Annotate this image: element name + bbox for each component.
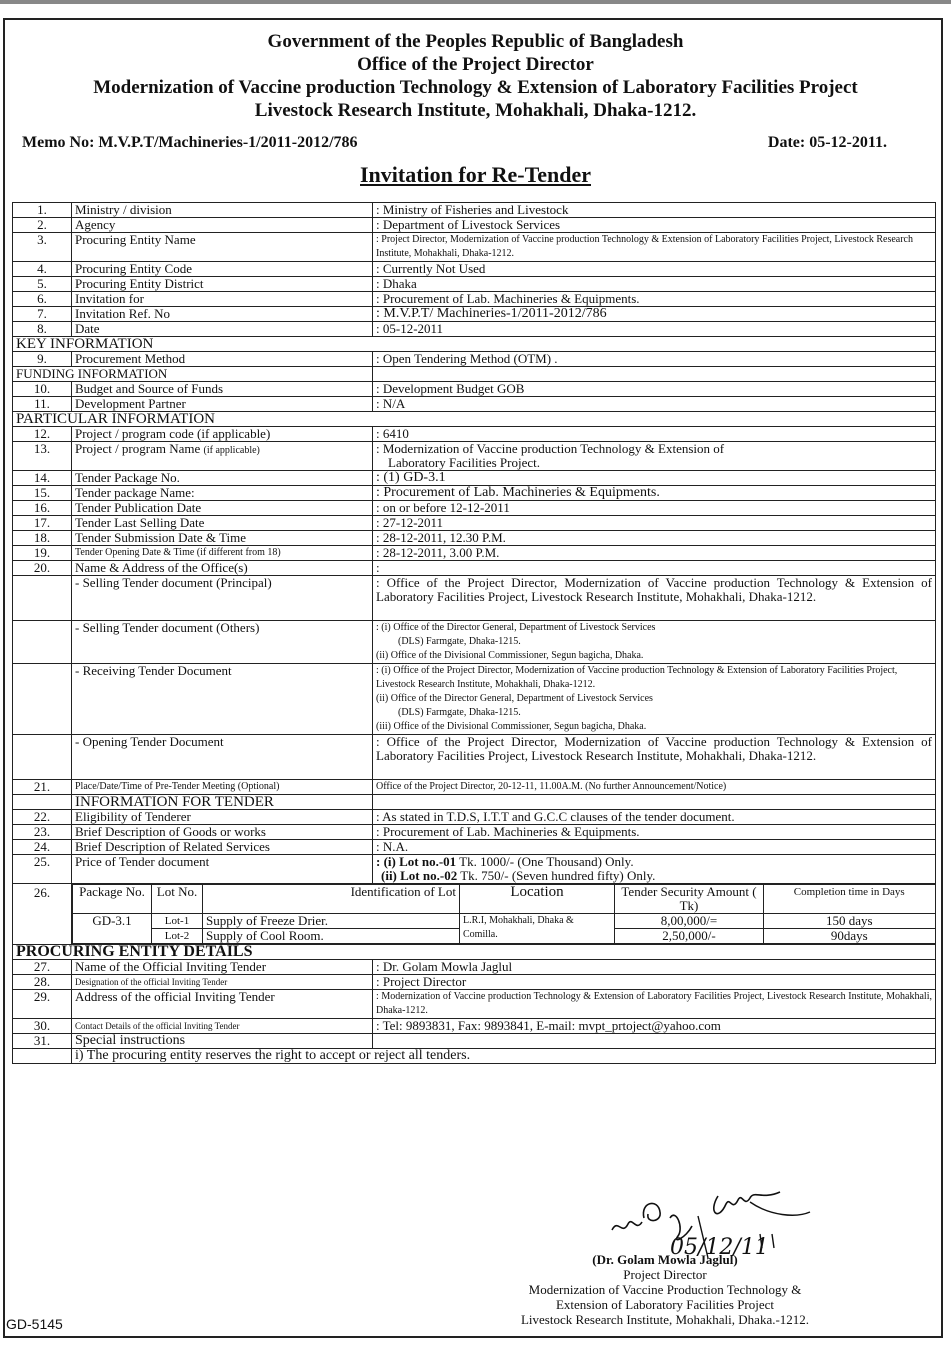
row-label: Ministry / division [72,203,373,218]
table-row [13,884,936,945]
row-value: : 28-12-2011, 12.30 P.M. [373,531,936,546]
row-value-line: (ii) Office of the Divisional Commissioner, Segun bagicha, Dhaka. [376,650,644,661]
row-label: Procurement Method [72,352,373,367]
row-number: 7. [13,307,72,322]
row-number: 9. [13,352,72,367]
table-row [13,322,936,337]
row-value: : Office of the Project Director, Modernization of Vaccine production Technology & Extension of Laboratory Facilities Project, Livestock Research Institute, Mohakhali, Dhaka-1212. [373,735,936,780]
row-number: 10. [13,382,72,397]
header-government: Government of the Peoples Republic of Bangladesh [267,31,684,52]
row-value: : 28-12-2011, 3.00 P.M. [373,546,936,561]
signatory-designation: Project Director [623,1267,707,1282]
row-value-line: (DLS) Farmgate, Dhaka-1215. [398,707,521,718]
table-row [13,292,936,307]
section-procuring-entity: PROCURING ENTITY DETAILS [13,945,936,960]
table-row [13,277,936,292]
empty-cell [373,367,936,382]
package-table [72,884,936,944]
table-row [13,531,936,546]
table-row [13,621,936,664]
row-label: Place/Date/Time of Pre-Tender Meeting (Optional) [72,780,373,795]
row-label: - Selling Tender document (Principal) [72,576,373,621]
row-label: Price of Tender document [72,855,373,884]
row-label: Procuring Entity District [72,277,373,292]
table-row [13,960,936,975]
row-value: : M.V.P.T/ Machineries-1/2011-2012/786 [373,307,936,322]
row-number: 12. [13,427,72,442]
row-value-line: (DLS) Farmgate, Dhaka-1215. [398,636,521,647]
package-table-cell [72,884,936,945]
signatory-institute: Livestock Research Institute, Mohakhali, Dhaka.-1212. [520,1312,810,1327]
table-row [13,664,936,735]
row-number: 31. [13,1034,72,1049]
empty-cell [373,795,936,810]
row-value: : Ministry of Fisheries and Livestock [373,203,936,218]
header-institute: Livestock Research Institute, Mohakhali, Dhaka-1212. [254,100,697,121]
row-value: : As stated in T.D.S, I.T.T and G.C.C clauses of the tender document. [373,810,936,825]
row-label: Agency [72,218,373,233]
lot-row [73,914,936,929]
memo-date: Date: 05-12-2011. [767,134,887,151]
table-row [13,516,936,531]
table-row [13,825,936,840]
page-title: Invitation for Re-Tender [360,162,591,187]
section-key-information: KEY INFORMATION [13,337,936,352]
lot-1-price: Tk. 1000/- (One Thousand) Only. [456,854,634,869]
table-row [13,427,936,442]
table-row [13,1019,936,1034]
header-completion: Completion time in Days [764,885,936,914]
section-heading [13,795,936,810]
row-value: : Office of the Project Director, Modernization of Vaccine production Technology & Extension of Laboratory Facilities Project, Livestock Research Institute, Mohakhali, Dhaka-1212. [373,576,936,621]
row-label-text: Project / program Name [75,441,201,456]
row-value [373,442,936,471]
section-heading [13,367,936,382]
row-label: Special instructions [72,1034,373,1049]
table-row [13,203,936,218]
table-row [13,990,936,1019]
table-row [13,546,936,561]
row-label: Procuring Entity Name [72,233,373,262]
header-identification: Identification of Lot [203,885,460,914]
table-row [13,975,936,990]
lot-identification: Supply of Freeze Drier. [203,914,460,929]
package-header-row [73,885,936,914]
table-row [13,471,936,486]
header-office: Office of the Project Director [357,54,594,75]
row-value: : Procurement of Lab. Machineries & Equipments. [373,825,936,840]
row-number: 1. [13,203,72,218]
row-label: Tender Submission Date & Time [72,531,373,546]
row-number: 13. [13,442,72,471]
table-row [13,307,936,322]
row-label: Address of the official Inviting Tender [72,990,373,1019]
empty-cell [13,621,72,664]
header-location: Location [460,885,615,914]
row-label: Invitation for [72,292,373,307]
row-label: Brief Description of Goods or works [72,825,373,840]
table-row [13,855,936,884]
lot-number: Lot-2 [152,929,203,944]
section-information-for-tender: INFORMATION FOR TENDER [72,795,373,810]
row-value: : 27-12-2011 [373,516,936,531]
row-value: : Modernization of Vaccine production Technology & Extension of Laboratory Facilities Project, Livestock Research Institute, Mohakhali, Dhaka-1212. [373,990,936,1019]
row-number: 3. [13,233,72,262]
row-number: 21. [13,780,72,795]
section-heading [13,412,936,427]
row-value-line: : (i) Office of the Project Director, Modernization of Vaccine production Technology & Extension of Laboratory Facilities Project, Livestock Research Institute, Mohakhali, Dhaka-1212. [376,665,898,690]
row-number: 24. [13,840,72,855]
header-package: Package No. [73,885,152,914]
row-value [373,855,936,884]
row-value [373,664,936,735]
lot-security: 8,00,000/= [615,914,764,929]
row-value: : Dr. Golam Mowla Jaglul [373,960,936,975]
empty-cell [13,664,72,735]
row-value-line: Laboratory Facilities Project. [388,455,540,470]
row-label: - Selling Tender document (Others) [72,621,373,664]
row-value: : N/A [373,397,936,412]
table-row [13,442,936,471]
row-number: 20. [13,561,72,576]
row-label: Tender Last Selling Date [72,516,373,531]
row-number: 17. [13,516,72,531]
row-value: : 05-12-2011 [373,322,936,337]
row-label: Designation of the official Inviting Tender [72,975,373,990]
row-value: : Open Tendering Method (OTM) . [373,352,936,367]
row-value: : on or before 12-12-2011 [373,501,936,516]
table-row [13,561,936,576]
row-value: : N.A. [373,840,936,855]
memo-number: Memo No: M.V.P.T/Machineries-1/2011-2012/786 [22,134,358,151]
row-value-line: (ii) Office of the Director General, Department of Livestock Services [376,693,653,704]
table-row [13,576,936,621]
row-value: : 6410 [373,427,936,442]
row-label: Name of the Official Inviting Tender [72,960,373,975]
table-row [13,397,936,412]
row-value: Office of the Project Director, 20-12-11, 11.00A.M. (No further Announcement/Notice) [373,780,936,795]
row-label: Invitation Ref. No [72,307,373,322]
row-label: Contact Details of the official Inviting Tender [72,1019,373,1034]
tender-table [12,202,936,1064]
row-value: : Procurement of Lab. Machineries & Equipments. [373,292,936,307]
signatory-name: (Dr. Golam Mowla Jaglul) [592,1252,738,1267]
row-number: 27. [13,960,72,975]
signature-block [480,1252,850,1327]
table-row [13,1049,936,1064]
row-value-line: (iii) Office of the Divisional Commissioner, Segun bagicha, Dhaka. [376,721,647,732]
row-label: - Opening Tender Document [72,735,373,780]
row-label: Date [72,322,373,337]
section-funding-information: FUNDING INFORMATION [13,367,373,382]
header-security: Tender Security Amount ( Tk) [615,885,764,914]
row-label-note: (if applicable) [203,445,260,456]
row-number: 28. [13,975,72,990]
table-row [13,1034,936,1049]
table-row [13,262,936,277]
row-label: Tender Opening Date & Time (if different from 18) [72,546,373,561]
empty-cell [13,795,72,810]
row-value-line: : (i) Office of the Director General, Department of Livestock Services [376,622,656,633]
row-label: Budget and Source of Funds [72,382,373,397]
table-row [13,486,936,501]
empty-cell [13,1049,72,1064]
section-heading [13,945,936,960]
row-label: Eligibility of Tenderer [72,810,373,825]
section-heading [13,337,936,352]
lot-number: Lot-1 [152,914,203,929]
row-number: 25. [13,855,72,884]
row-number: 11. [13,397,72,412]
row-label: - Receiving Tender Document [72,664,373,735]
table-row [13,501,936,516]
row-number: 15. [13,486,72,501]
row-value: : Tel: 9893831, Fax: 9893841, E-mail: mvpt_prtoject@yahoo.com [373,1019,936,1034]
lot-2-price-label: (ii) Lot no.-02 [381,868,458,883]
lot-completion: 90days [764,929,936,944]
special-instruction: i) The procuring entity reserves the right to accept or reject all tenders. [72,1049,936,1064]
table-row [13,840,936,855]
row-label: Tender package Name: [72,486,373,501]
row-label [72,442,373,471]
signature-date: 05/12/11 [670,1235,769,1260]
signatory-project-line2: Extension of Laboratory Facilities Project [555,1297,775,1312]
signature-image [600,1178,830,1263]
row-label: Procuring Entity Code [72,262,373,277]
row-number: 23. [13,825,72,840]
table-row [13,810,936,825]
empty-cell [13,576,72,621]
row-label: Brief Description of Related Services [72,840,373,855]
row-value-line: : Modernization of Vaccine production Technology & Extension of [376,441,725,456]
row-number: 5. [13,277,72,292]
row-value: : Project Director, Modernization of Vaccine production Technology & Extension of Laboratory Facilities Project, Livestock Research Institute, Mohakhali, Dhaka-1212. [373,233,936,262]
lot-2-price: Tk. 750/- (Seven hundred fifty) Only. [457,868,656,883]
footer-code: GD-5145 [6,1316,63,1332]
row-value: : (1) GD-3.1 [373,471,936,486]
row-value: : Currently Not Used [373,262,936,277]
table-row [13,218,936,233]
row-number: 8. [13,322,72,337]
row-label: Name & Address of the Office(s) [72,561,373,576]
row-number: 6. [13,292,72,307]
row-number: 26. [13,884,72,945]
header-lot: Lot No. [152,885,203,914]
lot-security: 2,50,000/- [615,929,764,944]
row-number: 22. [13,810,72,825]
lot-identification: Supply of Cool Room. [203,929,460,944]
row-value [373,621,936,664]
row-number: 29. [13,990,72,1019]
row-number: 30. [13,1019,72,1034]
section-particular-information: PARTICULAR INFORMATION [13,412,936,427]
empty-cell [13,735,72,780]
row-number: 2. [13,218,72,233]
table-row [13,735,936,780]
row-value: : Dhaka [373,277,936,292]
lot-location: L.R.I, Mohakhali, Dhaka & Comilla. [460,914,615,944]
row-value: : Department of Livestock Services [373,218,936,233]
lot-1-price-label: : (i) Lot no.-01 [376,854,457,869]
package-number: GD-3.1 [73,914,152,944]
row-label: Development Partner [72,397,373,412]
row-value: : [373,561,936,576]
row-value: : Development Budget GOB [373,382,936,397]
row-number: 14. [13,471,72,486]
row-number: 4. [13,262,72,277]
header-project: Modernization of Vaccine production Technology & Extension of Laboratory Facilities Project [93,77,858,98]
empty-cell [373,1034,936,1049]
row-value: : Project Director [373,975,936,990]
table-row [13,233,936,262]
table-row [13,780,936,795]
table-row [13,382,936,397]
row-number: 16. [13,501,72,516]
row-value: : Procurement of Lab. Machineries & Equipments. [373,486,936,501]
table-row [13,352,936,367]
row-label: Tender Publication Date [72,501,373,516]
signatory-project-line1: Modernization of Vaccine Production Technology & [528,1282,802,1297]
row-number: 18. [13,531,72,546]
lot-completion: 150 days [764,914,936,929]
row-label: Project / program code (if applicable) [72,427,373,442]
row-label: Tender Package No. [72,471,373,486]
top-rule [0,0,951,4]
row-number: 19. [13,546,72,561]
